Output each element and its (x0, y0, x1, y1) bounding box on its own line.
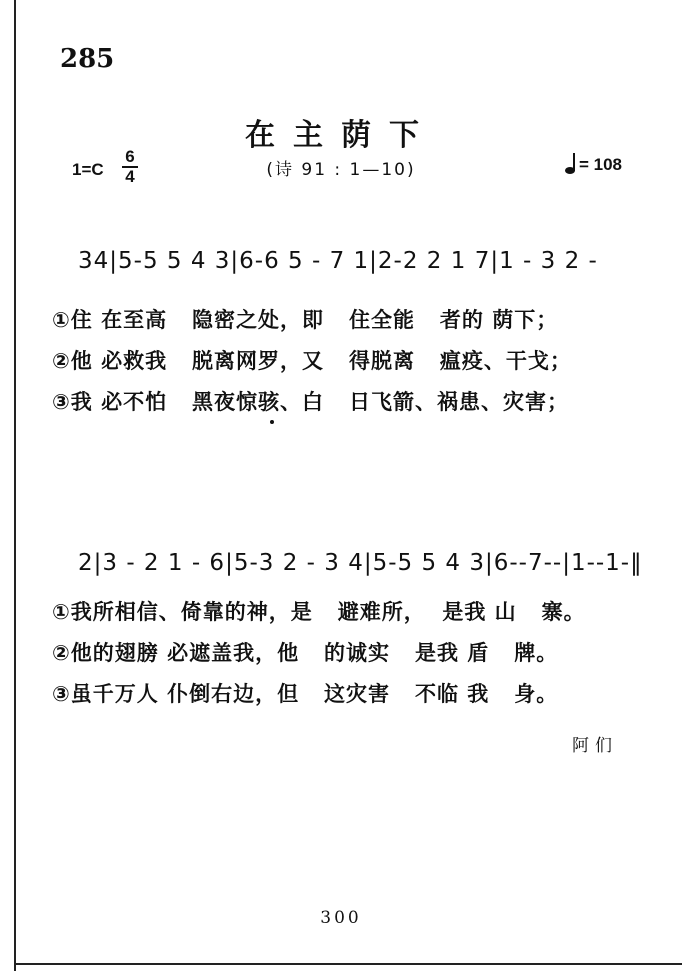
hymn-number: 285 (60, 44, 115, 74)
lyric-line: ③虽千万人 仆倒右边，但 这灾害 不临 我 身。 (52, 682, 559, 706)
scan-speck (270, 420, 274, 424)
notation-line-1: 34|5-5 5 4 3|6-6 5 - 7 1|2-2 2 1 7|1 - 3 2 - (78, 248, 598, 274)
page-number: 300 (320, 908, 362, 928)
tempo-marking (565, 152, 622, 175)
lyric-line: ③我 必不怕 黑夜惊骇、白 日飞箭、祸患、灾害； (52, 390, 569, 414)
lyric-line: ①住 在至高 隐密之处，即 住全能 者的 荫下； (52, 308, 559, 332)
key-signature: 1=C (72, 160, 104, 179)
quarter-note-icon (565, 152, 579, 174)
lyric-line: ②他的翅膀 必遮盖我，他 的诚实 是我 盾 牌。 (52, 641, 559, 665)
scan-edge-bottom (14, 963, 682, 965)
meter-bottom: 4 (125, 167, 135, 186)
amen-text: 阿们 (572, 736, 618, 756)
meter-top: 6 (125, 147, 135, 166)
hymn-title: 在主荫下 (245, 118, 437, 153)
lyric-line: ①我所相信、倚靠的神，是 避难所， 是我 山 寨。 (52, 600, 586, 624)
lyric-line: ②他 必救我 脱离网罗，又 得脱离 瘟疫、干戈； (52, 349, 572, 373)
tempo-value: = 108 (578, 155, 622, 174)
scripture-reference: (诗 91 : 1—10) (266, 160, 416, 180)
notation-line-2: 2|3 - 2 1 - 6|5-3 2 - 3 4|5-5 5 4 3|6--7--|1--1-‖ (78, 550, 643, 576)
